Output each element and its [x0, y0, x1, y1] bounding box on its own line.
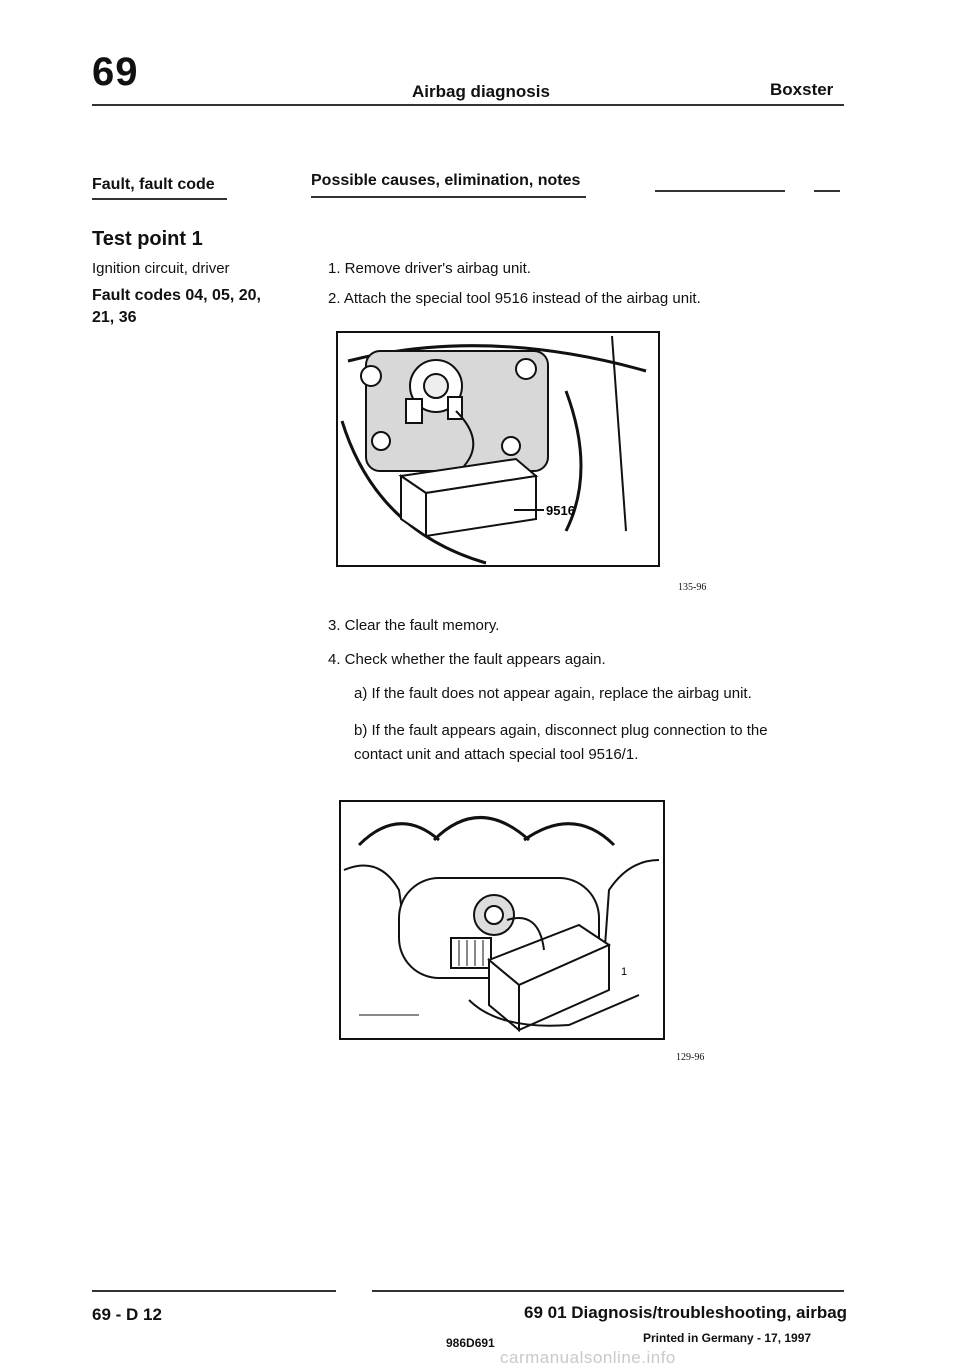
- model-name: Boxster: [770, 80, 834, 99]
- step-4b: b) If the fault appears again, disconnect plug connection to the contact unit and attach special tool 9516/1.: [354, 722, 768, 763]
- column-heading-causes: Possible causes, elimination, notes: [311, 172, 581, 189]
- step-3: 3. Clear the fault memory.: [328, 617, 500, 634]
- header-rule: [92, 104, 844, 106]
- column-rule: [814, 190, 840, 192]
- figure-label-1: 1: [621, 966, 628, 978]
- figure-label-9516: 9516: [546, 503, 575, 518]
- section-title: 69 01 Diagnosis/troubleshooting, airbag: [524, 1303, 848, 1322]
- document-code: 986D691: [446, 1336, 495, 1350]
- page-number: 69 - D 12: [92, 1305, 162, 1324]
- figure-tool-9516-1: [339, 800, 665, 1040]
- column-rule: [92, 198, 227, 200]
- step-4: 4. Check whether the fault appears again.: [328, 651, 606, 668]
- printed-note: Printed in Germany - 17, 1997: [643, 1331, 812, 1345]
- column-rule: [655, 190, 785, 192]
- chapter-number: 69: [92, 50, 139, 94]
- step-2: 2. Attach the special tool 9516 instead of the airbag unit.: [328, 290, 701, 307]
- test-point-title: Test point 1: [92, 228, 203, 250]
- column-heading-fault: Fault, fault code: [92, 176, 215, 193]
- fault-codes: Fault codes 04, 05, 20, 21, 36: [92, 287, 261, 326]
- step-4a: a) If the fault does not appear again, replace the airbag unit.: [354, 685, 752, 702]
- figure-reference: 135-96: [678, 582, 707, 593]
- figure-reference: 129-96: [676, 1052, 705, 1063]
- page-title: Airbag diagnosis: [412, 82, 550, 101]
- footer-rule: [92, 1290, 336, 1292]
- test-point-description: Ignition circuit, driver: [92, 260, 230, 277]
- step-1: 1. Remove driver's airbag unit.: [328, 260, 531, 277]
- watermark: carmanualsonline.info: [500, 1348, 676, 1367]
- footer-rule: [372, 1290, 844, 1292]
- column-rule: [311, 196, 586, 198]
- figure-tool-9516: [336, 331, 660, 567]
